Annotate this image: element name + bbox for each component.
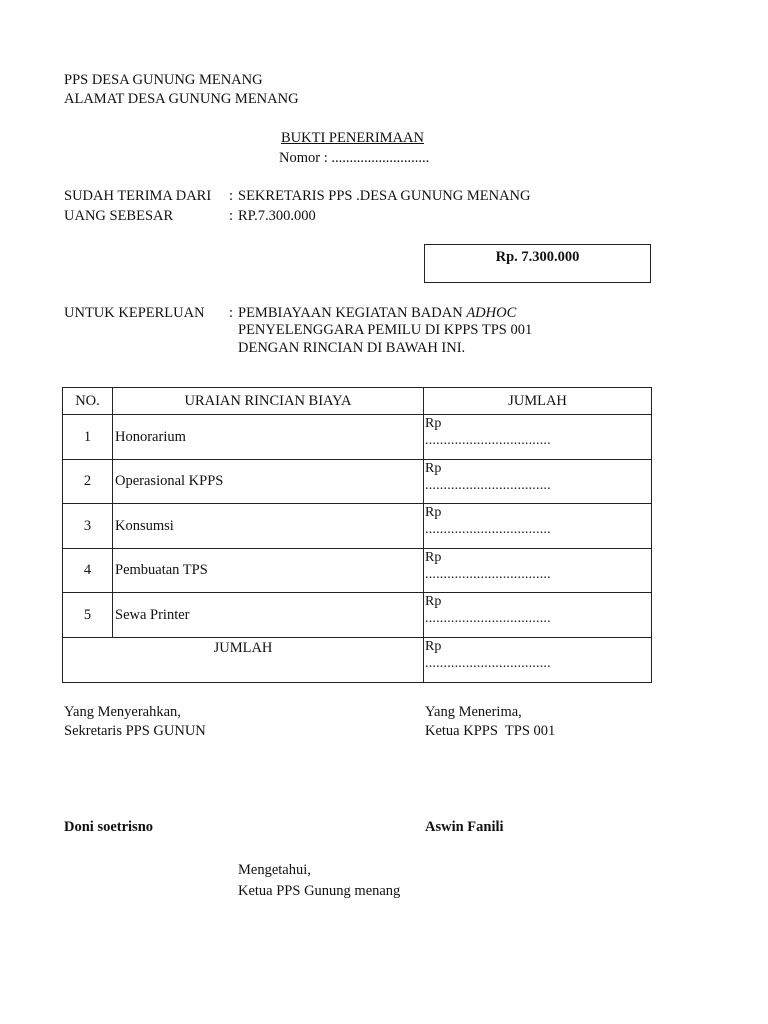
header-no: NO. <box>63 388 113 415</box>
cost-breakdown-table <box>62 387 652 683</box>
acknowledger-line-2: Ketua PPS Gunung menang <box>238 883 401 899</box>
amount-box-value: Rp. 7.300.000 <box>495 249 580 265</box>
row-uraian: Operasional KPPS <box>113 459 424 504</box>
org-name: PPS DESA GUNUNG MENANG <box>64 72 263 88</box>
row-jumlah <box>424 548 652 593</box>
row-rp: Rp <box>425 460 442 476</box>
table-row <box>63 593 652 638</box>
total-rp: Rp <box>425 638 442 654</box>
purpose-line-1-text: PEMBIAYAAN KEGIATAN BADAN <box>238 305 467 321</box>
table-header-row <box>63 388 652 415</box>
giver-name: Doni soetrisno <box>64 819 154 835</box>
row-uraian: Konsumsi <box>113 504 424 549</box>
row-jumlah <box>424 459 652 504</box>
from-value: SEKRETARIS PPS .DESA GUNUNG MENANG <box>238 188 531 204</box>
table-row <box>63 548 652 593</box>
row-uraian: Sewa Printer <box>113 593 424 638</box>
document-title: BUKTI PENERIMAAN <box>281 130 424 146</box>
row-uraian: Pembuatan TPS <box>113 548 424 593</box>
amount-value: RP.7.300.000 <box>238 208 316 224</box>
purpose-adhoc-text: ADHOC <box>466 305 517 321</box>
row-rp: Rp <box>425 594 442 609</box>
row-no: 4 <box>63 548 113 593</box>
amount-colon: : <box>229 208 234 224</box>
total-label: JUMLAH <box>63 637 424 683</box>
purpose-label: UNTUK KEPERLUAN <box>64 305 205 321</box>
row-jumlah <box>424 593 652 638</box>
org-address: ALAMAT DESA GUNUNG MENANG <box>64 91 299 107</box>
acknowledger-line-1: Mengetahui, <box>238 862 311 878</box>
row-rp: Rp <box>425 549 442 565</box>
table-total-row <box>63 637 652 683</box>
row-rp: Rp <box>425 416 442 431</box>
row-no: 2 <box>63 459 113 504</box>
row-no: 1 <box>63 415 113 460</box>
giver-role-line-2: Sekretaris PPS GUNUN <box>64 723 206 739</box>
from-colon: : <box>229 188 234 204</box>
row-dots: .................................. <box>425 522 551 537</box>
amount-box <box>424 244 651 283</box>
document-number: Nomor : ........................... <box>279 150 430 166</box>
row-dots: .................................. <box>425 433 551 448</box>
from-label: SUDAH TERIMA DARI <box>64 188 212 204</box>
purpose-line-2: PENYELENGGARA PEMILU DI KPPS TPS 001 <box>238 322 533 338</box>
table-row <box>63 504 652 549</box>
receiver-name: Aswin Fanili <box>425 819 504 835</box>
receiver-role-line-2: Ketua KPPS TPS 001 <box>425 723 556 739</box>
table-row <box>63 415 652 460</box>
purpose-line-1 <box>238 304 516 322</box>
purpose-colon: : <box>229 305 234 321</box>
purpose-line-3: DENGAN RINCIAN DI BAWAH INI. <box>238 340 466 356</box>
row-dots: .................................. <box>425 477 551 493</box>
row-jumlah <box>424 415 652 460</box>
row-no: 3 <box>63 504 113 549</box>
header-uraian: URAIAN RINCIAN BIAYA <box>113 388 424 415</box>
total-dots: .................................. <box>425 655 551 671</box>
header-jumlah: JUMLAH <box>424 388 652 415</box>
table-row <box>63 459 652 504</box>
row-rp: Rp <box>425 505 442 520</box>
receiver-role-line-1: Yang Menerima, <box>425 704 522 720</box>
giver-role-line-1: Yang Menyerahkan, <box>64 704 181 720</box>
row-jumlah <box>424 504 652 549</box>
row-dots: .................................. <box>425 611 551 626</box>
total-jumlah <box>424 637 652 683</box>
row-uraian: Honorarium <box>113 415 424 460</box>
amount-label: UANG SEBESAR <box>64 208 174 224</box>
row-no: 5 <box>63 593 113 638</box>
row-dots: .................................. <box>425 566 551 582</box>
